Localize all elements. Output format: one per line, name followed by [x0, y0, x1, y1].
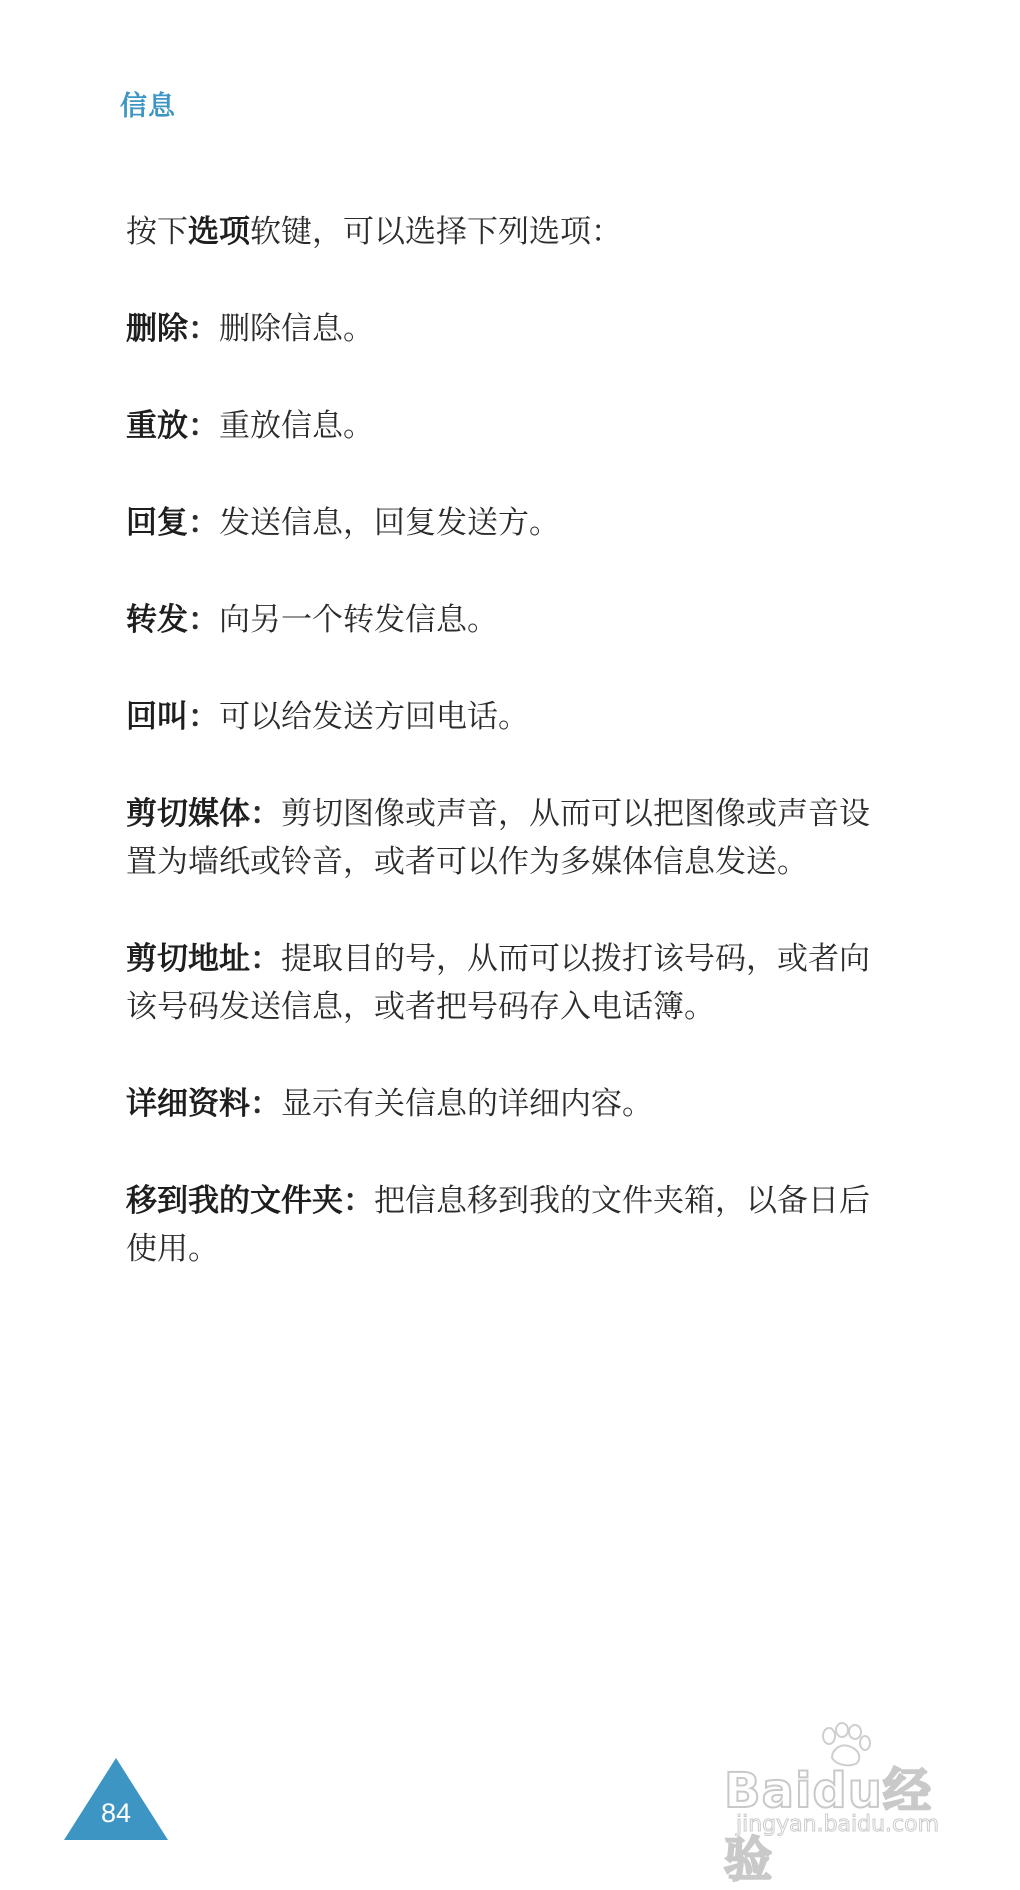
page-number: 84 [100, 1798, 132, 1828]
option-separator: ： [188, 602, 219, 638]
option-description: 显示有关信息的详细内容。 [281, 1086, 653, 1122]
intro-paragraph [126, 208, 886, 256]
intro-softkey-label: 选项 [188, 214, 250, 250]
option-separator: ： [188, 408, 219, 444]
baidu-jingyan-watermark [724, 1722, 974, 1888]
option-term: 删除 [126, 311, 188, 347]
intro-suffix: 软键，可以选择下列选项： [250, 214, 622, 250]
option-term: 回复 [126, 505, 188, 541]
option-item-cut-media [126, 790, 886, 886]
intro-prefix: 按下 [126, 214, 188, 250]
option-description: 重放信息。 [219, 408, 374, 444]
option-item-replay [126, 402, 886, 450]
option-description: 发送信息，回复发送方。 [219, 505, 560, 541]
option-term: 转发 [126, 602, 188, 638]
option-item-call-back [126, 693, 886, 741]
option-separator: ： [188, 699, 219, 735]
watermark-brand: Baidu经验 [724, 1763, 932, 1888]
option-separator: ： [250, 941, 281, 977]
option-term: 回叫 [126, 699, 188, 735]
section-header: 信息 [120, 91, 176, 122]
option-description: 剪切图像或声音，从而可以把图像或声音设置为墙纸或铃音，或者可以作为多媒体信息发送。 [126, 796, 870, 880]
option-item-forward [126, 596, 886, 644]
option-description: 把信息移到我的文件夹箱，以备日后使用。 [126, 1183, 870, 1267]
option-description: 可以给发送方回电话。 [219, 699, 529, 735]
option-description: 删除信息。 [219, 311, 374, 347]
option-term: 重放 [126, 408, 188, 444]
watermark-url: jingyan.baidu.com [736, 1812, 940, 1837]
option-description: 提取目的号，从而可以拨打该号码，或者向该号码发送信息，或者把号码存入电话簿。 [126, 941, 870, 1025]
option-term: 详细资料 [126, 1086, 250, 1122]
option-term: 剪切地址 [126, 941, 250, 977]
option-item-cut-address [126, 935, 886, 1031]
option-term: 移到我的文件夹 [126, 1183, 343, 1219]
option-description: 向另一个转发信息。 [219, 602, 498, 638]
option-separator: ： [250, 1086, 281, 1122]
option-item-move-to-folder [126, 1177, 886, 1273]
option-separator: ： [188, 311, 219, 347]
option-separator: ： [188, 505, 219, 541]
page-number-marker [64, 1758, 168, 1840]
option-item-reply [126, 499, 886, 547]
option-separator: ： [250, 796, 281, 832]
option-item-details [126, 1080, 886, 1128]
option-term: 剪切媒体 [126, 796, 250, 832]
option-item-delete [126, 305, 886, 353]
document-body [126, 208, 886, 1322]
option-separator: ： [343, 1183, 374, 1219]
